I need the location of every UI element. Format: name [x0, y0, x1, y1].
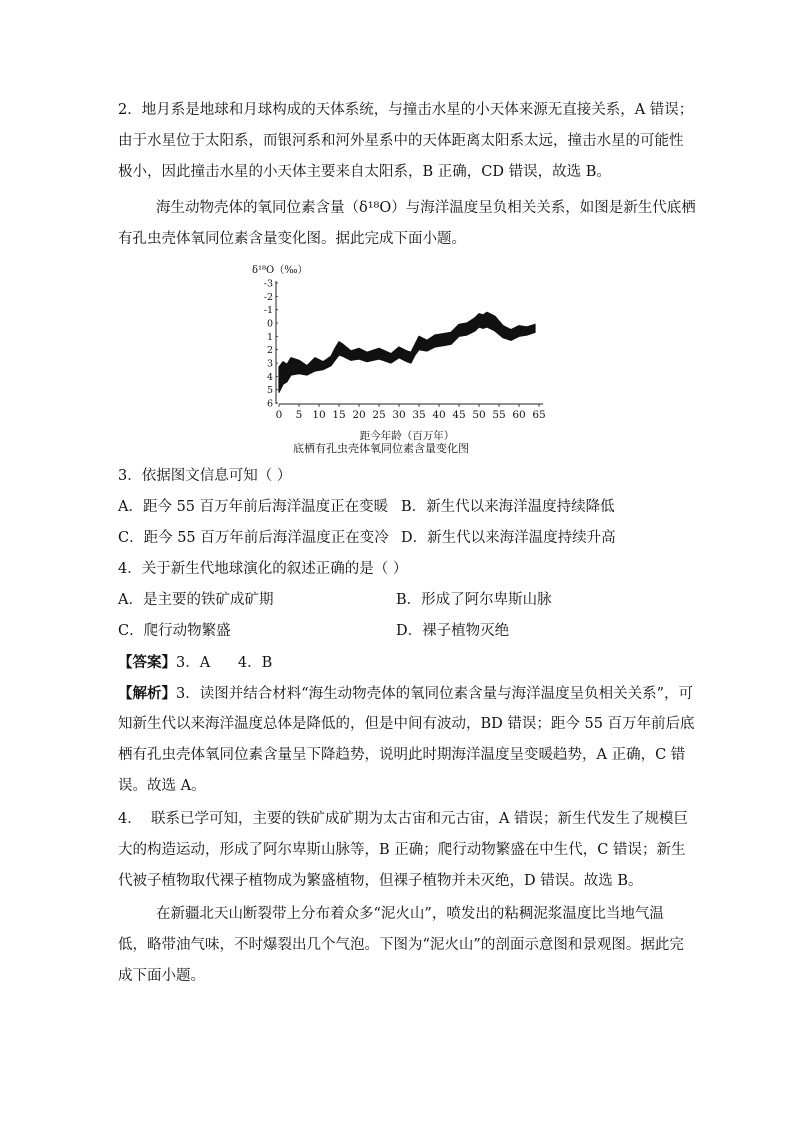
x-tick-label: 35 — [412, 409, 426, 421]
question-3-options-row-1 — [118, 492, 678, 523]
analysis-label: 【解析】 — [118, 685, 176, 702]
x-tick-label: 45 — [452, 409, 466, 421]
y-tick-label: 3 — [266, 358, 273, 370]
y-tick-label: 6 — [266, 398, 273, 410]
answer-line — [118, 647, 678, 678]
question-stem: 4．关于新生代地球演化的叙述正确的是（ ） — [118, 561, 408, 577]
text-line: 4． 联系已学可知，主要的铁矿成矿期为太古宙和元古宙，A 错误；新生代发生了规模巨 — [118, 811, 689, 827]
intro-paragraph — [118, 193, 696, 255]
text-line: 有孔虫壳体氧同位素含量变化图。据此完成下面小题。 — [118, 231, 466, 247]
option-c[interactable]: C．爬行动物繁盛 — [118, 623, 231, 639]
text-line: 栖有孔虫壳体氧同位素含量呈下降趋势，说明此时期海洋温度呈变暖趋势，A 正确，C 错 — [118, 747, 686, 763]
text-line: 3．读图并结合材料“海生动物壳体的氧同位素含量与海洋温度呈负相关关系”，可 — [176, 686, 694, 702]
y-tick-label: 5 — [266, 385, 273, 397]
question-stem: 3．依据图文信息可知（ ） — [118, 468, 292, 484]
isotope-band-series — [279, 312, 535, 392]
answer-label: 【答案】 — [118, 654, 176, 671]
option-a[interactable]: A．距今 55 百万年前后海洋温度正在变暖 — [118, 499, 389, 515]
question-4-stem — [118, 554, 678, 585]
question-4-options-row-1 — [118, 585, 678, 616]
y-axis-label: δ¹⁸O（‰） — [252, 265, 308, 276]
chart-title: 底栖有孔虫壳体氧同位素含量变化图 — [293, 442, 469, 455]
x-tick-label: 55 — [492, 409, 506, 421]
text-line: 代被子植物取代裸子植物成为繁盛植物，但裸子植物并未灭绝，D 错误。故选 B。 — [118, 873, 643, 889]
mud-volcano-intro — [118, 899, 684, 992]
text-line: 2．地月系是地球和月球构成的天体系统，与撞击水星的小天体来源无直接关系，A 错误； — [118, 102, 694, 118]
y-tick-label: 1 — [266, 331, 273, 343]
y-tick-label: -1 — [263, 305, 273, 317]
y-tick-label: 4 — [266, 371, 273, 383]
x-tick-label: 10 — [312, 409, 326, 421]
x-tick-label: 50 — [472, 409, 486, 421]
x-tick-label: 60 — [512, 409, 526, 421]
text-line: 在新疆北天山断裂带上分布着众多“泥火山”，喷发出的粘稠泥浆温度比当地气温 — [156, 906, 664, 922]
q2-explanation — [118, 95, 694, 188]
option-d[interactable]: D．裸子植物灭绝 — [396, 623, 510, 639]
question-4-options-row-2 — [118, 616, 678, 647]
x-tick-label: 65 — [532, 409, 546, 421]
text-line: 海生动物壳体的氧同位素含量（δ¹⁸O）与海洋温度呈负相关关系，如图是新生代底栖 — [156, 200, 696, 216]
y-tick-label: -3 — [263, 278, 273, 290]
x-tick-label: 5 — [295, 409, 303, 421]
text-line: 成下面小题。 — [118, 968, 205, 984]
text-line: 极小，因此撞击水星的小天体主要来自太阳系，B 正确，CD 错误，故选 B。 — [118, 164, 611, 180]
oxygen-isotope-chart — [250, 262, 550, 457]
question-3-stem — [118, 461, 678, 492]
x-tick-label: 15 — [332, 409, 346, 421]
x-tick-label: 0 — [275, 409, 283, 421]
text-line: 低，略带油气味，不时爆裂出几个气泡。下图为“泥火山”的剖面示意图和景观图。据此完 — [118, 937, 684, 953]
question-3-options-row-2 — [118, 523, 678, 554]
q4-explanation — [118, 804, 689, 897]
x-tick-label: 40 — [432, 409, 446, 421]
y-tick-label: -2 — [263, 291, 273, 303]
text-line: 大的构造运动，形成了阿尔卑斯山脉等，B 正确；爬行动物繁盛在中生代，C 错误；新生 — [118, 842, 686, 858]
option-a[interactable]: A．是主要的铁矿成矿期 — [118, 592, 274, 608]
x-axis-label: 距今年龄（百万年） — [359, 430, 455, 442]
x-tick-label: 25 — [372, 409, 386, 421]
analysis-paragraph — [118, 678, 695, 802]
option-b[interactable]: B．新生代以来海洋温度持续降低 — [401, 499, 615, 515]
option-b[interactable]: B．形成了阿尔卑斯山脉 — [396, 592, 552, 608]
text-line: 由于水星位于太阳系，而银河系和河外星系中的天体距离太阳系太远，撞击水星的可能性 — [118, 133, 684, 149]
y-tick-label: 0 — [266, 318, 273, 330]
answer-text: 3．A 4．B — [176, 655, 273, 671]
x-tick-label: 20 — [352, 409, 366, 421]
option-d[interactable]: D．新生代以来海洋温度持续升高 — [401, 530, 616, 546]
y-tick-label: 2 — [266, 345, 273, 357]
text-line: 误。故选 A。 — [118, 778, 206, 794]
x-tick-label: 30 — [392, 409, 406, 421]
option-c[interactable]: C．距今 55 百万年前后海洋温度正在变冷 — [118, 530, 389, 546]
text-line: 知新生代以来海洋温度总体是降低的，但是中间有波动，BD 错误；距今 55 百万年前后底 — [118, 716, 695, 732]
